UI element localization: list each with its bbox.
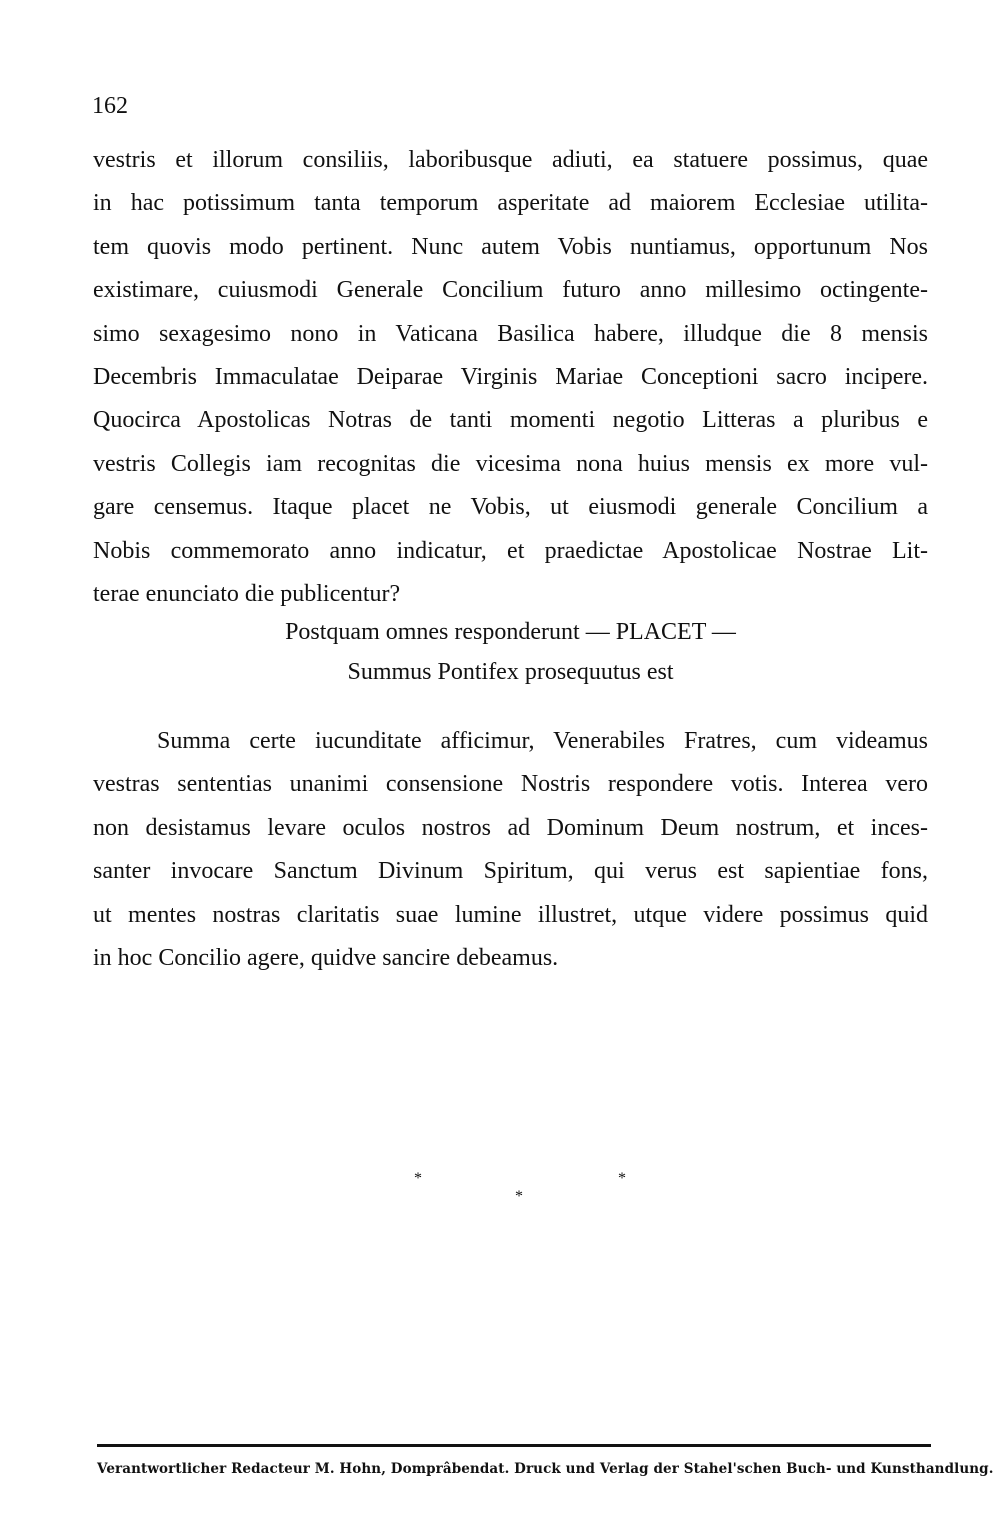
text-line: vestris Collegis iam recognitas die vicesima nona huius mensis ex more vul-	[93, 450, 928, 477]
paragraph-1	[93, 139, 928, 616]
interlude-line-2: Summus Pontifex prosequutus est	[347, 659, 674, 685]
footer-rule	[97, 1444, 931, 1447]
text-line: vestras sententias unanimi consensione Nostris respondere votis. Interea vero	[93, 771, 928, 798]
text-line: Decembris Immaculatae Deiparae Virginis Mariae Conceptioni sacro incipere.	[93, 363, 928, 390]
interlude-line-1: Postquam omnes responderunt — PLACET —	[285, 619, 736, 645]
text-line: gare censemus. Itaque placet ne Vobis, ut eiusmodi generale Concilium a	[93, 494, 928, 521]
text-line: vestris et illorum consiliis, laboribusque adiuti, ea statuere possimus, quae	[93, 147, 928, 173]
text-line: tem quovis modo pertinent. Nunc autem Vobis nuntiamus, opportunum Nos	[93, 233, 928, 260]
ornament-star: *	[414, 1170, 422, 1187]
text-line: terae enunciato die publicentur?	[93, 580, 401, 607]
ornament-star: *	[618, 1170, 626, 1187]
text-line: Nobis commemorato anno indicatur, et praedictae Apostolicae Nostrae Lit-	[93, 537, 928, 564]
text-line: ut mentes nostras claritatis suae lumine illustret, utque videre possimus quid	[93, 901, 928, 928]
text-line: Quocirca Apostolicas Notras de tanti momenti negotio Litteras a pluribus e	[93, 407, 928, 434]
text-line: simo sexagesimo nono in Vaticana Basilica habere, illudque die 8 mensis	[93, 320, 928, 347]
text-line: in hoc Concilio agere, quidve sancire debeamus.	[93, 944, 559, 971]
text-line: santer invocare Sanctum Divinum Spiritum, qui verus est sapientiae fons,	[93, 858, 928, 885]
page-number: 162	[92, 93, 128, 119]
text-line: existimare, cuiusmodi Generale Concilium futuro anno millesimo octingente-	[93, 277, 928, 304]
ornament-star: *	[515, 1188, 523, 1205]
text-line: in hac potissimum tanta temporum asperitate ad maiorem Ecclesiae utilita-	[93, 190, 928, 217]
paragraph-2	[93, 720, 928, 980]
text-line: non desistamus levare oculos nostros ad Dominum Deum nostrum, et inces-	[93, 814, 928, 841]
footer-imprint: Verantwortlicher Redacteur M. Hohn, Domprâbendat. Druck und Verlag der Stahel'schen Buch- und Kunsthandlung.	[97, 1461, 994, 1477]
text-line: Summa certe iucunditate afficimur, Venerabiles Fratres, cum videamus	[157, 728, 928, 754]
